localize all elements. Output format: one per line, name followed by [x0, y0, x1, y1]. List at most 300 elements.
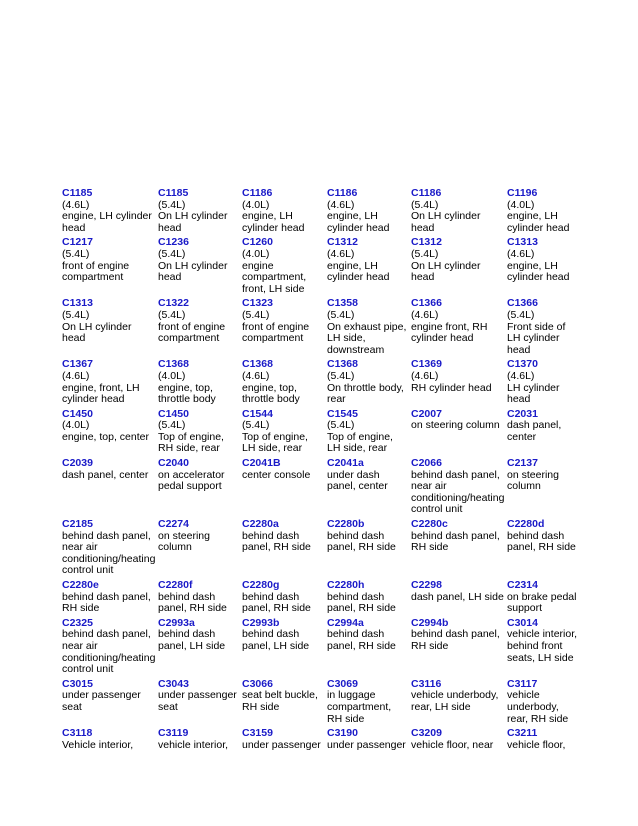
connector-location-text: vehicle: [507, 689, 540, 702]
connector-location-text: RH side: [242, 700, 280, 713]
connector-location-text: head: [62, 221, 86, 234]
connector-location-text: cylinder head: [242, 221, 305, 234]
connector-entry: [242, 237, 327, 298]
table-row: [62, 188, 638, 237]
connector-location-text: center: [507, 430, 537, 443]
connector-code: C1185: [158, 187, 189, 199]
connector-location-text: cylinder head: [507, 221, 570, 234]
connector-entry: [158, 359, 242, 408]
connector-location-text: LH side, rear: [242, 442, 303, 455]
connector-location-text: On LH cylinder: [411, 210, 481, 223]
connector-code: C3190: [327, 727, 358, 740]
connector-location-text: vehicle interior,: [507, 628, 578, 641]
connector-location-text: (4.0L): [158, 369, 186, 382]
connector-location-text: (4.6L): [327, 247, 355, 260]
connector-entry: [242, 298, 327, 347]
connector-location-text: behind dash: [507, 529, 565, 542]
connector-entry: [411, 679, 507, 717]
connector-code: C1450: [158, 407, 189, 420]
connector-code: C3117: [507, 677, 538, 690]
connector-location-text: rear, RH side: [507, 712, 569, 725]
connector-location-text: (5.4L): [158, 247, 186, 260]
connector-location-text: engine, top,: [242, 381, 297, 394]
connector-code: C2993b: [242, 616, 280, 629]
connector-entry: [327, 237, 411, 286]
connector-entry: [507, 580, 577, 618]
connector-location-text: Top of engine,: [242, 430, 308, 443]
connector-location-text: (5.4L): [242, 308, 270, 321]
connector-location-text: panel, RH side: [327, 639, 396, 652]
connector-location-text: (4.6L): [327, 198, 355, 211]
connector-location-text: On LH cylinder: [411, 259, 481, 272]
connector-entry: [62, 679, 158, 717]
connector-location-text: (5.4L): [507, 308, 535, 321]
connector-code: C2137: [507, 457, 538, 470]
connector-location-text: vehicle underbody,: [411, 689, 499, 702]
connector-code: C1450: [62, 407, 93, 420]
connector-code: C1185: [62, 187, 93, 199]
connector-location-text: engine, top, center: [62, 430, 149, 443]
connector-code: C1260: [242, 236, 273, 249]
connector-entry: [158, 519, 242, 557]
connector-code: C1186: [327, 187, 358, 199]
connector-location-text: RH side: [327, 712, 365, 725]
connector-entry: [411, 580, 507, 606]
connector-location-text: RH cylinder head: [411, 381, 492, 394]
connector-location-text: head: [62, 332, 86, 345]
connector-entry: [327, 188, 411, 237]
connector-location-table: [62, 188, 638, 754]
connector-location-text: behind dash: [327, 628, 385, 641]
connector-location-text: behind dash: [158, 590, 216, 603]
connector-location-text: (5.4L): [158, 308, 186, 321]
connector-location-text: seat belt buckle,: [242, 689, 318, 702]
connector-code: C1367: [62, 358, 93, 371]
connector-location-text: engine, front, LH: [62, 381, 140, 394]
connector-location-text: dash panel, LH side: [411, 590, 504, 603]
connector-code: C1368: [158, 358, 189, 371]
connector-location-text: cylinder head: [327, 271, 390, 284]
connector-code: C2280b: [327, 518, 365, 531]
connector-entry: [411, 409, 507, 435]
connector-code: C1313: [507, 236, 538, 249]
connector-location-text: On LH cylinder: [62, 320, 132, 333]
connector-entry: [242, 728, 327, 754]
connector-location-text: panel, RH side: [327, 541, 396, 554]
connector-location-text: compartment,: [327, 700, 392, 713]
connector-location-text: head: [158, 271, 182, 284]
connector-location-text: control unit: [62, 564, 114, 577]
connector-location-text: engine, LH: [242, 210, 293, 223]
connector-location-text: RH side: [411, 639, 449, 652]
connector-location-text: on steering: [507, 468, 559, 481]
connector-location-text: center console: [242, 468, 311, 481]
connector-location-text: seats, LH side: [507, 651, 574, 664]
connector-entry: [62, 237, 158, 286]
connector-location-text: panel, RH side: [158, 602, 227, 615]
connector-location-text: engine, LH: [327, 259, 378, 272]
connector-code: C3118: [62, 727, 93, 740]
connector-code: C2039: [62, 457, 93, 470]
connector-entry: [327, 409, 411, 458]
connector-entry: [158, 409, 242, 458]
connector-entry: [411, 618, 507, 656]
connector-code: C2298: [411, 579, 442, 591]
connector-location-text: on steering column: [411, 419, 500, 432]
connector-entry: [62, 188, 158, 237]
connector-entry: [507, 188, 577, 237]
connector-code: C1366: [507, 297, 538, 310]
connector-location-text: in luggage: [327, 689, 376, 702]
connector-location-text: behind dash panel,: [411, 628, 500, 641]
connector-code: C1545: [327, 407, 358, 420]
connector-code: C2280c: [411, 518, 448, 531]
connector-location-text: LH side, rear: [327, 442, 388, 455]
connector-entry: [158, 188, 242, 237]
connector-code: C1368: [327, 358, 358, 371]
connector-entry: [327, 728, 411, 754]
connector-entry: [327, 519, 411, 557]
connector-location-text: behind front: [507, 639, 563, 652]
connector-entry: [507, 519, 577, 557]
connector-entry: [242, 679, 327, 717]
connector-location-text: (5.4L): [158, 198, 186, 211]
connector-location-text: seat: [158, 700, 178, 713]
connector-location-text: (4.6L): [62, 198, 90, 211]
table-row: [62, 679, 638, 728]
connector-location-text: conditioning/heating: [62, 552, 156, 565]
connector-location-text: front of engine: [62, 259, 130, 272]
connector-entry: [411, 298, 507, 347]
connector-entry: [411, 359, 507, 397]
connector-location-text: (5.4L): [327, 369, 355, 382]
connector-location-text: (5.4L): [327, 419, 355, 432]
connector-code: C2040: [158, 457, 189, 470]
connector-location-text: dash panel,: [507, 419, 562, 432]
connector-code: C1186: [242, 187, 273, 199]
connector-location-text: Top of engine,: [158, 430, 224, 443]
connector-location-text: behind dash: [242, 628, 300, 641]
connector-code: C2993a: [158, 616, 195, 629]
connector-location-text: conditioning/heating: [62, 651, 156, 664]
connector-entry: [242, 359, 327, 408]
table-row: [62, 298, 638, 359]
connector-location-text: engine front, RH: [411, 320, 488, 333]
connector-location-text: downstream: [327, 343, 385, 356]
connector-entry: [327, 679, 411, 728]
connector-code: C2274: [158, 518, 189, 531]
connector-location-text: RH side: [411, 541, 449, 554]
connector-entry: [507, 237, 577, 286]
connector-location-text: vehicle interior,: [158, 738, 229, 751]
connector-location-text: engine, LH cylinder: [62, 210, 152, 223]
table-row: [62, 580, 638, 618]
connector-location-text: front of engine: [242, 320, 310, 333]
connector-location-text: cylinder head: [62, 393, 125, 406]
connector-location-text: column: [158, 541, 192, 554]
connector-location-text: on brake pedal: [507, 590, 577, 603]
connector-location-text: panel, LH side: [242, 639, 310, 652]
connector-location-text: head: [507, 343, 531, 356]
connector-code: C1322: [158, 297, 189, 310]
connector-location-text: under passenger: [327, 738, 406, 751]
connector-location-text: (5.4L): [242, 419, 270, 432]
connector-location-text: panel, RH side: [327, 602, 396, 615]
connector-entry: [327, 359, 411, 408]
table-row: [62, 237, 638, 298]
table-row: [62, 458, 638, 519]
connector-location-text: (5.4L): [62, 247, 90, 260]
connector-location-text: control unit: [411, 503, 463, 516]
connector-code: C1369: [411, 358, 442, 371]
connector-location-text: support: [507, 602, 543, 615]
connector-entry: [62, 728, 158, 754]
connector-code: C1313: [62, 297, 93, 310]
connector-entry: [507, 679, 577, 728]
connector-location-text: compartment,: [242, 271, 307, 284]
connector-location-text: On LH cylinder: [158, 210, 228, 223]
connector-location-text: compartment: [158, 332, 220, 345]
connector-code: C3119: [158, 727, 189, 740]
connector-code: C1236: [158, 236, 189, 249]
connector-entry: [62, 618, 158, 679]
connector-location-text: near air: [411, 480, 447, 493]
connector-location-text: vehicle floor, near: [411, 738, 494, 751]
connector-code: C2041a: [327, 457, 364, 470]
connector-entry: [242, 458, 327, 484]
connector-entry: [62, 519, 158, 580]
connector-code: C3043: [158, 677, 189, 690]
connector-location-text: rear: [327, 393, 346, 406]
connector-location-text: head: [411, 271, 435, 284]
connector-code: C1323: [242, 297, 273, 310]
connector-location-text: On LH cylinder: [158, 259, 228, 272]
connector-location-text: (5.4L): [62, 308, 90, 321]
connector-entry: [327, 580, 411, 618]
connector-location-text: (4.0L): [242, 247, 270, 260]
connector-code: C1366: [411, 297, 442, 310]
connector-entry: [411, 458, 507, 519]
connector-location-text: engine, LH: [507, 210, 558, 223]
connector-entry: [327, 618, 411, 656]
connector-location-text: throttle body: [158, 393, 216, 406]
connector-entry: [242, 580, 327, 618]
connector-location-text: Top of engine,: [327, 430, 393, 443]
connector-code: C1544: [242, 407, 273, 420]
connector-location-text: engine: [242, 259, 274, 272]
connector-code: C3069: [327, 677, 358, 690]
connector-location-text: LH cylinder: [507, 332, 560, 345]
connector-code: C3116: [411, 677, 442, 690]
connector-code: C1358: [327, 297, 358, 310]
connector-entry: [507, 458, 577, 496]
connector-entry: [507, 359, 577, 408]
connector-location-text: panel, center: [327, 480, 388, 493]
connector-entry: [158, 580, 242, 618]
connector-entry: [411, 188, 507, 237]
connector-entry: [411, 519, 507, 557]
connector-location-text: front of engine: [158, 320, 226, 333]
table-row: [62, 618, 638, 679]
connector-location-text: (5.4L): [411, 198, 439, 211]
connector-location-text: near air: [62, 541, 98, 554]
connector-entry: [62, 458, 158, 484]
connector-location-text: (4.0L): [507, 198, 535, 211]
connector-code: C2280d: [507, 518, 545, 531]
connector-location-text: Front side of: [507, 320, 566, 333]
table-row: [62, 519, 638, 580]
connector-location-text: cylinder head: [507, 271, 570, 284]
connector-location-text: vehicle floor,: [507, 738, 566, 751]
connector-location-text: near air: [62, 639, 98, 652]
connector-entry: [158, 237, 242, 286]
connector-code: C2185: [62, 518, 93, 531]
connector-location-text: On exhaust pipe,: [327, 320, 407, 333]
connector-code: C2994a: [327, 616, 364, 629]
connector-location-text: panel, RH side: [507, 541, 576, 554]
connector-code: C1196: [507, 187, 538, 199]
connector-code: C1368: [242, 358, 273, 371]
connector-entry: [242, 519, 327, 557]
connector-entry: [507, 409, 577, 447]
connector-location-text: behind dash panel,: [62, 529, 151, 542]
connector-location-text: (4.6L): [411, 308, 439, 321]
connector-location-text: On throttle body,: [327, 381, 404, 394]
connector-code: C3209: [411, 727, 442, 740]
table-row: [62, 728, 638, 754]
connector-code: C2280h: [327, 579, 365, 591]
connector-location-text: head: [507, 393, 531, 406]
connector-location-text: Vehicle interior,: [62, 738, 134, 751]
connector-location-text: RH side, rear: [158, 442, 220, 455]
connector-code: C1312: [411, 236, 442, 249]
connector-entry: [158, 298, 242, 347]
connector-entry: [411, 728, 507, 754]
connector-location-text: pedal support: [158, 480, 222, 493]
connector-location-text: behind dash: [242, 590, 300, 603]
connector-location-text: front, LH side: [242, 282, 305, 295]
connector-code: C2325: [62, 616, 93, 629]
connector-code: C1217: [62, 236, 93, 249]
table-row: [62, 359, 638, 408]
connector-location-text: column: [507, 480, 541, 493]
connector-entry: [62, 298, 158, 347]
connector-location-text: engine, LH: [507, 259, 558, 272]
connector-entry: [507, 618, 577, 667]
connector-location-text: under dash: [327, 468, 380, 481]
connector-code: C2280f: [158, 579, 193, 591]
connector-code: C2280a: [242, 518, 279, 531]
connector-location-text: (4.0L): [242, 198, 270, 211]
connector-location-text: behind dash panel,: [62, 590, 151, 603]
connector-code: C1186: [411, 187, 442, 199]
connector-entry: [158, 618, 242, 656]
connector-location-text: (4.6L): [411, 369, 439, 382]
connector-code: C3159: [242, 727, 273, 740]
connector-code: C2066: [411, 457, 442, 470]
connector-entry: [242, 409, 327, 458]
connector-location-text: panel, LH side: [158, 639, 226, 652]
connector-location-text: throttle body: [242, 393, 300, 406]
connector-code: C2314: [507, 579, 538, 591]
connector-location-text: (5.4L): [327, 308, 355, 321]
connector-entry: [158, 728, 242, 754]
connector-location-text: panel, RH side: [242, 541, 311, 554]
connector-location-text: behind dash: [158, 628, 216, 641]
connector-location-text: under passenger: [62, 689, 141, 702]
connector-location-text: engine, top,: [158, 381, 213, 394]
connector-code: C2031: [507, 407, 538, 420]
connector-code: C2041B: [242, 457, 281, 470]
connector-code: C3015: [62, 677, 93, 690]
connector-entry: [62, 409, 158, 447]
connector-location-text: on steering: [158, 529, 210, 542]
connector-location-text: compartment: [242, 332, 304, 345]
connector-location-text: (5.4L): [158, 419, 186, 432]
connector-location-text: (4.6L): [507, 247, 535, 260]
connector-location-text: under passenger: [158, 689, 237, 702]
connector-code: C1370: [507, 358, 538, 371]
connector-entry: [242, 188, 327, 237]
connector-location-text: underbody,: [507, 700, 559, 713]
connector-location-text: LH cylinder: [507, 381, 560, 394]
connector-entry: [62, 580, 158, 618]
connector-location-text: cylinder head: [411, 332, 474, 345]
connector-code: C2280e: [62, 579, 99, 591]
connector-code: C3014: [507, 616, 538, 629]
connector-code: C2994b: [411, 616, 449, 629]
connector-entry: [507, 298, 577, 359]
connector-location-text: behind dash: [327, 590, 385, 603]
connector-entry: [158, 679, 242, 717]
table-row: [62, 409, 638, 458]
connector-location-text: (4.0L): [62, 419, 90, 432]
connector-entry: [327, 298, 411, 359]
connector-location-text: (4.6L): [242, 369, 270, 382]
connector-location-text: RH side: [62, 602, 100, 615]
connector-entry: [242, 618, 327, 656]
connector-location-text: engine, LH: [327, 210, 378, 223]
connector-code: C3211: [507, 727, 538, 740]
connector-location-text: behind dash: [327, 529, 385, 542]
connector-entry: [327, 458, 411, 496]
connector-location-text: head: [411, 221, 435, 234]
connector-code: C2007: [411, 407, 442, 420]
connector-entry: [62, 359, 158, 408]
connector-location-text: head: [158, 221, 182, 234]
connector-entry: [158, 458, 242, 496]
connector-location-text: behind dash panel,: [411, 529, 500, 542]
connector-location-text: control unit: [62, 663, 114, 676]
connector-location-text: (4.6L): [62, 369, 90, 382]
connector-location-text: rear, LH side: [411, 700, 471, 713]
connector-location-text: compartment: [62, 271, 124, 284]
connector-location-text: (4.6L): [507, 369, 535, 382]
connector-code: C1312: [327, 236, 358, 249]
connector-entry: [507, 728, 577, 754]
connector-location-text: under passenger: [242, 738, 321, 751]
connector-location-text: behind dash: [242, 529, 300, 542]
connector-location-text: on accelerator: [158, 468, 225, 481]
connector-code: C2280g: [242, 579, 280, 591]
connector-location-text: behind dash panel,: [411, 468, 500, 481]
connector-location-text: dash panel, center: [62, 468, 149, 481]
connector-code: C3066: [242, 677, 273, 690]
connector-entry: [411, 237, 507, 286]
connector-location-text: seat: [62, 700, 82, 713]
connector-location-text: panel, RH side: [242, 602, 311, 615]
connector-location-text: conditioning/heating: [411, 491, 505, 504]
